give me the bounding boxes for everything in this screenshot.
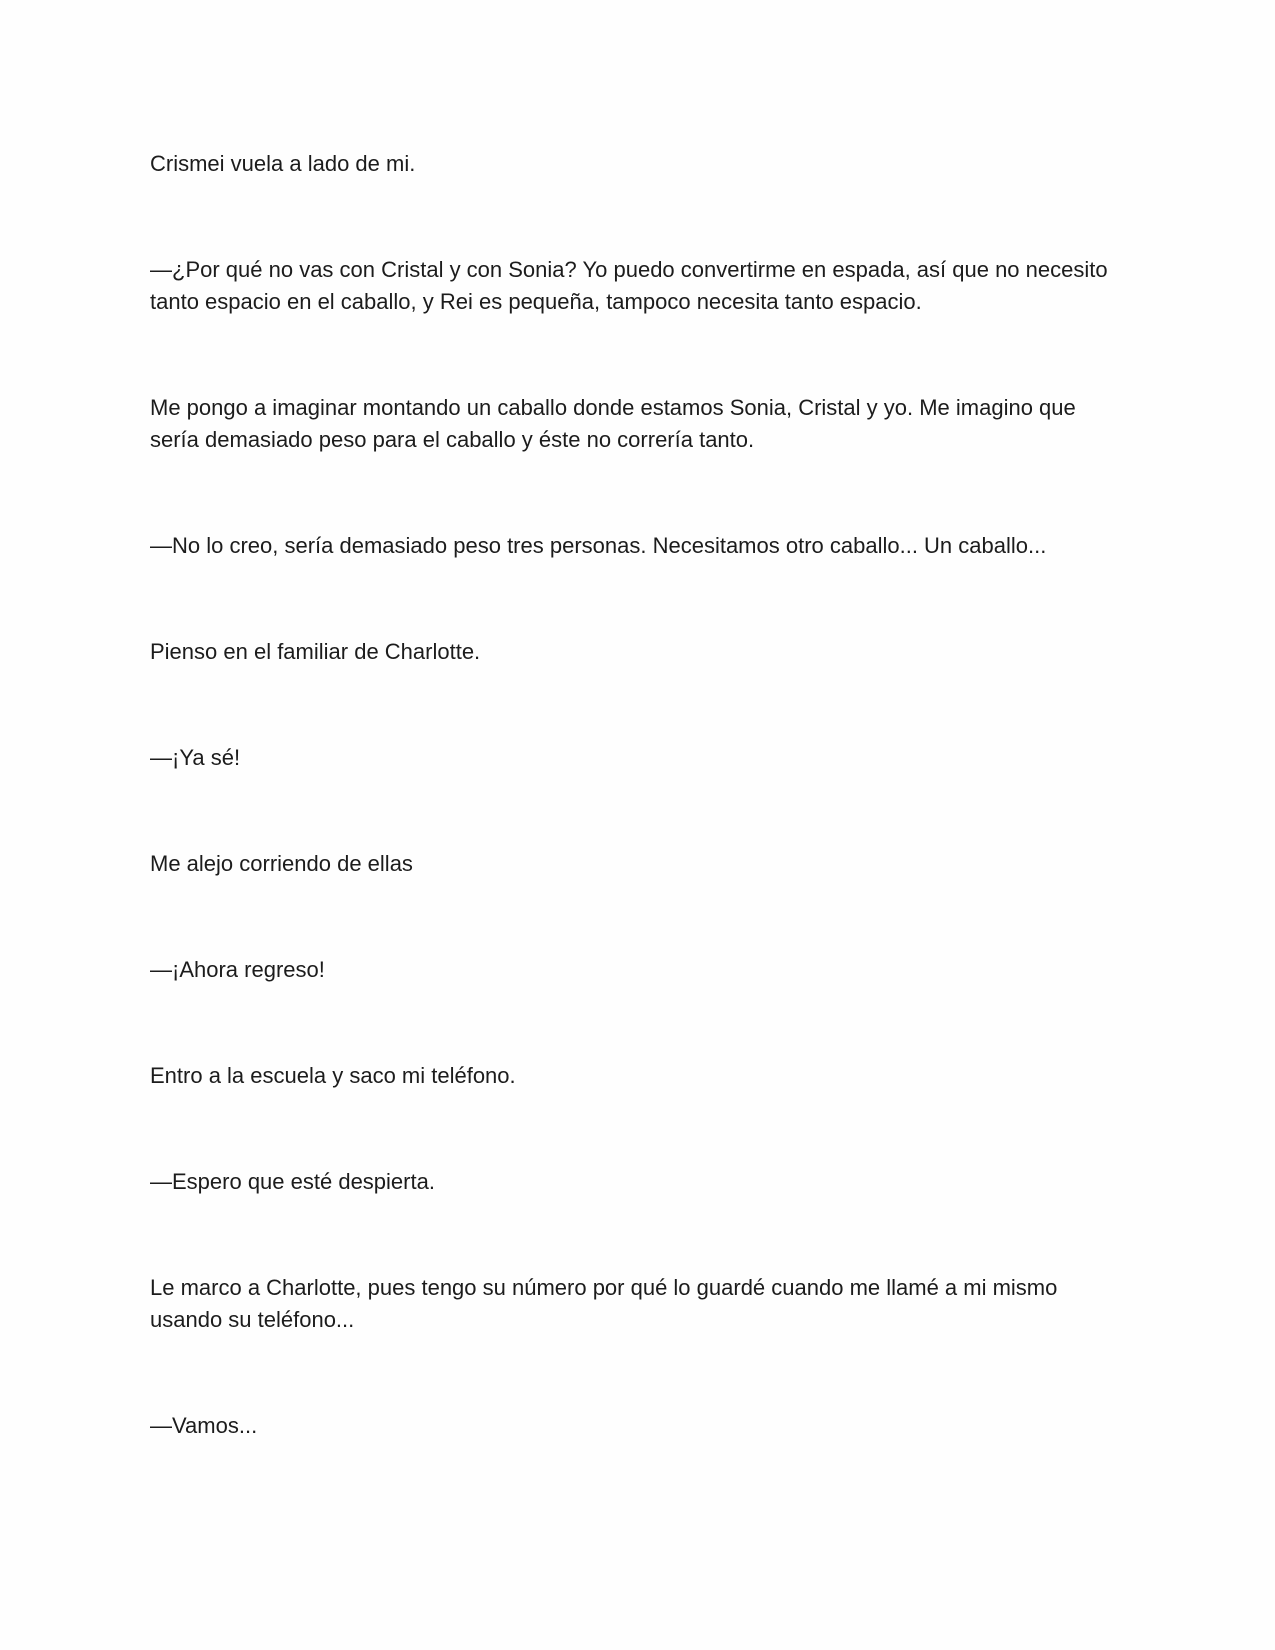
paragraph: Le marco a Charlotte, pues tengo su número por qué lo guardé cuando me llamé a mi mismo usando su teléfono... — [150, 1275, 1058, 1332]
paragraph: Pienso en el familiar de Charlotte. — [150, 639, 481, 664]
paragraph: —¡Ahora regreso! — [150, 957, 325, 982]
paragraph: —¿Por qué no vas con Cristal y con Sonia? Yo puedo convertirme en espada, así que no necesito tanto espacio en el caballo, y Rei es pequeña, tampoco necesita tanto espacio. — [150, 257, 1108, 314]
paragraph: —Vamos... — [150, 1413, 258, 1438]
paragraph: Entro a la escuela y saco mi teléfono. — [150, 1063, 516, 1088]
paragraph: —No lo creo, sería demasiado peso tres personas. Necesitamos otro caballo... Un caballo... — [150, 533, 1047, 558]
paragraph: Crismei vuela a lado de mi. — [150, 151, 416, 176]
paragraph: —Espero que esté despierta. — [150, 1169, 435, 1194]
paragraph: Me alejo corriendo de ellas — [150, 851, 413, 876]
paragraph: Me pongo a imaginar montando un caballo donde estamos Sonia, Cristal y yo. Me imagino que sería demasiado peso para el caballo y éste no correría tanto. — [150, 395, 1076, 452]
paragraph: —¡Ya sé! — [150, 745, 241, 770]
